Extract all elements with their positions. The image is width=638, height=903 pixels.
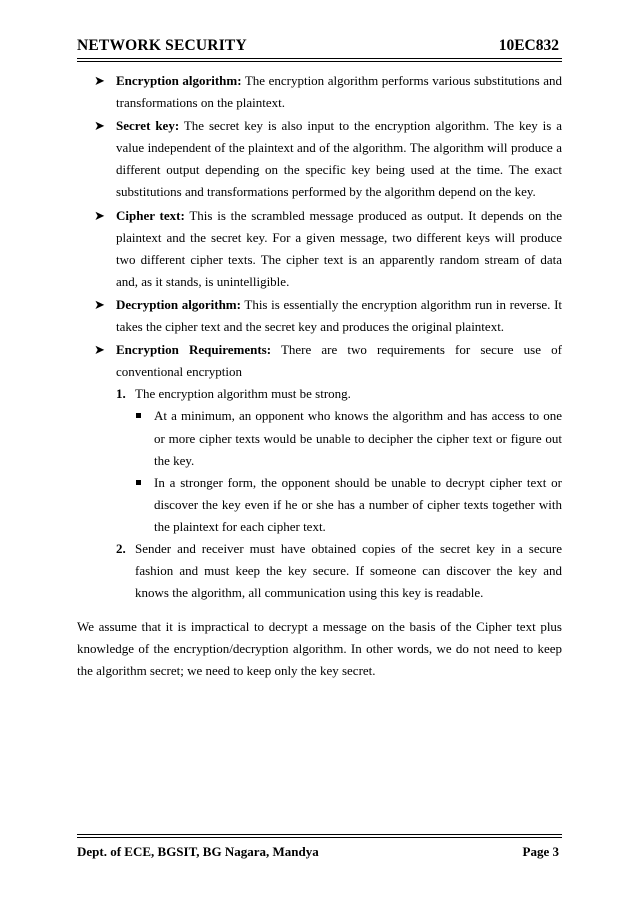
- term-description: This is essentially the encryption algorithm run in reverse. It takes the cipher text and the secret key and produces the original plaintext.: [116, 296, 563, 335]
- list-item: [77, 205, 562, 293]
- list-item: [77, 339, 562, 604]
- closing-paragraph: We assume that it is impractical to decrypt a message on the basis of the Cipher text plus knowledge of the encryption/decryption algorithm. In other words, we do not need to keep the algorithm secret; we need to keep only the key secret.: [77, 619, 562, 679]
- page-content: [77, 70, 562, 696]
- header-rule-thin: [77, 61, 562, 62]
- subpoint-item: [135, 472, 562, 538]
- term-label: Secret key:: [116, 118, 180, 134]
- arrowhead-bullet-icon: ➤: [94, 207, 105, 223]
- term-label: Decryption algorithm:: [116, 296, 241, 312]
- arrowhead-bullet-icon: ➤: [94, 342, 105, 358]
- footer-page-number: Page 3: [522, 844, 559, 859]
- subpoint-text: At a minimum, an opponent who knows the algorithm and has access to one or more cipher texts would be unable to decipher the cipher text or figure out the key.: [154, 408, 562, 468]
- footer-rule-thin: [77, 834, 562, 835]
- footer-department: Dept. of ECE, BGSIT, BG Nagara, Mandya: [77, 844, 319, 859]
- term-label: Cipher text:: [116, 207, 185, 223]
- list-item: [77, 70, 562, 114]
- subpoint-text: In a stronger form, the opponent should be unable to decrypt cipher text or discover the key even if he or she has a number of cipher texts together with the plaintext for each cipher text.: [154, 474, 562, 534]
- item-number: 2.: [116, 540, 126, 556]
- footer-rule: [77, 837, 562, 838]
- definition-list: [77, 70, 562, 604]
- term-label: Encryption Requirements:: [116, 342, 272, 358]
- requirement-text: Sender and receiver must have obtained copies of the secret key in a secure fashion and must keep the key secure. If someone can discover the key and knows the algorithm, all communication using this key is readable.: [135, 540, 562, 601]
- term-label: Encryption algorithm:: [116, 73, 242, 88]
- header-course-code: 10EC832: [498, 37, 559, 54]
- requirement-item: [116, 538, 562, 604]
- term-description: The secret key is also input to the encryption algorithm. The key is a value independent of the plaintext and of the algorithm. The algorithm will produce a different output depending on the specific key being used at the time. The exact substitutions and transformations performed by the algorithm depend on the key.: [116, 118, 562, 200]
- subpoint-item: [135, 405, 562, 471]
- term-description: This is the scrambled message produced as output. It depends on the plaintext and the secret key. For a given message, two different keys will produce two different cipher texts. The cipher text is an apparently random stream of data and, as it stands, is unintelligible.: [116, 207, 562, 289]
- list-item: [77, 294, 562, 338]
- arrowhead-bullet-icon: ➤: [94, 118, 105, 134]
- arrowhead-bullet-icon: ➤: [94, 73, 105, 88]
- arrowhead-bullet-icon: ➤: [94, 296, 105, 312]
- requirement-item: [116, 383, 562, 538]
- subpoint-list: [135, 405, 562, 538]
- list-item: [77, 115, 562, 203]
- header-rule: [77, 58, 562, 59]
- square-bullet-icon: [136, 480, 141, 485]
- term-description: The encryption algorithm performs various substitutions and transformations on the plaintext.: [116, 73, 562, 111]
- requirements-list: [116, 383, 562, 604]
- header-title: NETWORK SECURITY: [77, 37, 247, 54]
- square-bullet-icon: [136, 413, 141, 418]
- requirement-text: The encryption algorithm must be strong.: [135, 386, 351, 402]
- term-description: There are two requirements for secure use of conventional encryption: [116, 342, 562, 380]
- item-number: 1.: [116, 386, 126, 402]
